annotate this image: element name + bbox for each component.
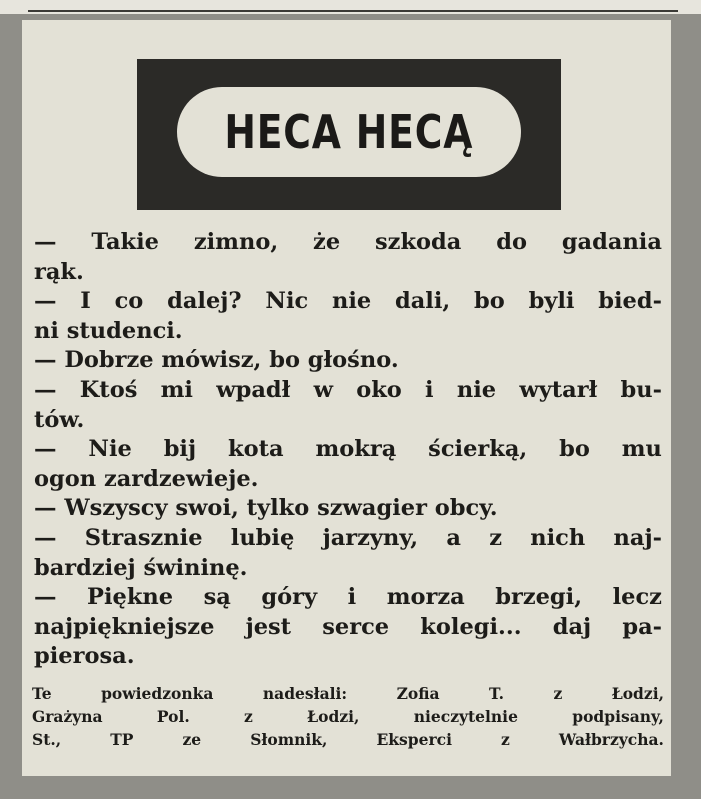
text-line xyxy=(34,287,662,317)
text-line xyxy=(34,406,662,436)
text-line xyxy=(34,583,662,613)
word: morza xyxy=(386,584,465,611)
word: — Dobrze mówisz, bo głośno. xyxy=(34,347,399,374)
word: bij xyxy=(163,436,197,463)
word: ścierką, xyxy=(428,436,528,463)
word: co xyxy=(114,288,144,315)
word: bu- xyxy=(620,376,662,403)
word: z xyxy=(553,684,563,703)
word: naj- xyxy=(613,524,662,551)
word: góry xyxy=(261,584,318,611)
credits-line xyxy=(32,682,664,705)
word: lecz xyxy=(612,584,662,611)
word: bardziej świninę. xyxy=(34,554,248,581)
text-line xyxy=(34,346,662,376)
word: w xyxy=(313,376,333,403)
word: — xyxy=(34,584,57,611)
word: jest xyxy=(245,613,292,640)
word: że xyxy=(313,229,341,255)
word: zimno, xyxy=(193,229,279,255)
word: Te xyxy=(32,684,52,703)
word: Zofia xyxy=(396,684,440,703)
word: Strasznie xyxy=(84,524,203,551)
word: serce xyxy=(322,613,390,640)
word: a xyxy=(446,524,461,551)
word: bo xyxy=(474,288,505,315)
word: nie xyxy=(456,376,497,403)
word: pierosa. xyxy=(34,643,135,670)
word: TP xyxy=(110,730,134,749)
word: nie xyxy=(331,288,372,315)
word: I xyxy=(80,288,91,315)
word: — xyxy=(34,524,57,551)
column-rule xyxy=(28,10,678,12)
word: Takie xyxy=(91,229,159,255)
word: lubię xyxy=(230,524,295,551)
word: rąk. xyxy=(34,258,84,285)
word: byli xyxy=(528,288,575,315)
text-line xyxy=(34,228,662,258)
word: mokrą xyxy=(315,436,397,463)
word: Wałbrzycha. xyxy=(558,730,664,749)
word: oko xyxy=(356,376,402,403)
text-line xyxy=(34,465,662,495)
word: Łodzi, xyxy=(307,707,360,726)
text-line xyxy=(34,613,662,643)
word: tów. xyxy=(34,406,85,433)
text-line xyxy=(34,494,662,524)
word: T. xyxy=(489,684,504,703)
word: Ktoś xyxy=(79,376,138,403)
word: mu xyxy=(621,436,662,463)
article-body xyxy=(34,228,662,672)
word: — Wszyscy swoi, tylko szwagier obcy. xyxy=(34,495,498,522)
word: — xyxy=(34,229,57,255)
word: dalej? xyxy=(167,288,242,315)
word: podpisany, xyxy=(572,707,664,726)
word: St., xyxy=(32,730,62,749)
word: Nic xyxy=(265,288,309,315)
text-line xyxy=(34,317,662,347)
word: — xyxy=(34,288,57,315)
word: nieczytelnie xyxy=(413,707,518,726)
article-title: HECA HECĄ xyxy=(224,105,474,159)
word: Łodzi, xyxy=(611,684,664,703)
word: dali, xyxy=(395,288,451,315)
word: bo xyxy=(559,436,590,463)
text-line xyxy=(34,435,662,465)
word: — xyxy=(34,376,57,403)
word: Pol. xyxy=(156,707,190,726)
word: Nie xyxy=(88,436,132,463)
title-pill xyxy=(177,87,521,177)
word: Eksperci xyxy=(376,730,452,749)
word: wpadł xyxy=(216,376,291,403)
word: nadesłali: xyxy=(262,684,348,703)
word: są xyxy=(203,584,231,611)
word: daj xyxy=(552,613,592,640)
word: bied- xyxy=(598,288,662,315)
word: wytarł xyxy=(519,376,598,403)
text-line xyxy=(34,642,662,672)
word: z xyxy=(501,730,510,749)
word: z xyxy=(489,524,503,551)
word: ze xyxy=(182,730,202,749)
word: — xyxy=(34,436,57,463)
word: z xyxy=(244,707,253,726)
word: ogon zardzewieje. xyxy=(34,465,259,492)
word: kota xyxy=(227,436,284,463)
word: gadania xyxy=(561,229,662,255)
previous-article-edge xyxy=(0,0,701,14)
word: i xyxy=(347,584,357,611)
newspaper-clipping xyxy=(22,20,671,776)
text-line xyxy=(34,258,662,288)
credits-line xyxy=(32,705,664,728)
word: kolegi... xyxy=(420,613,522,640)
word: do xyxy=(496,229,527,255)
word: najpiękniejsze xyxy=(34,613,215,640)
word: mi xyxy=(160,376,193,403)
word: nich xyxy=(530,524,586,551)
text-line xyxy=(34,376,662,406)
credits-line xyxy=(32,728,664,751)
text-line xyxy=(34,554,662,584)
word: Słomnik, xyxy=(250,730,328,749)
word: i xyxy=(425,376,434,403)
word: jarzyny, xyxy=(322,524,419,551)
word: Piękne xyxy=(87,584,174,611)
word: szkoda xyxy=(375,229,462,255)
text-line xyxy=(34,524,662,554)
word: pa- xyxy=(622,613,662,640)
word: brzegi, xyxy=(495,584,583,611)
header-banner xyxy=(137,59,561,210)
word: Grażyna xyxy=(32,707,103,726)
word: powiedzonka xyxy=(101,684,214,703)
credits-note xyxy=(32,682,664,751)
word: ni studenci. xyxy=(34,317,183,344)
